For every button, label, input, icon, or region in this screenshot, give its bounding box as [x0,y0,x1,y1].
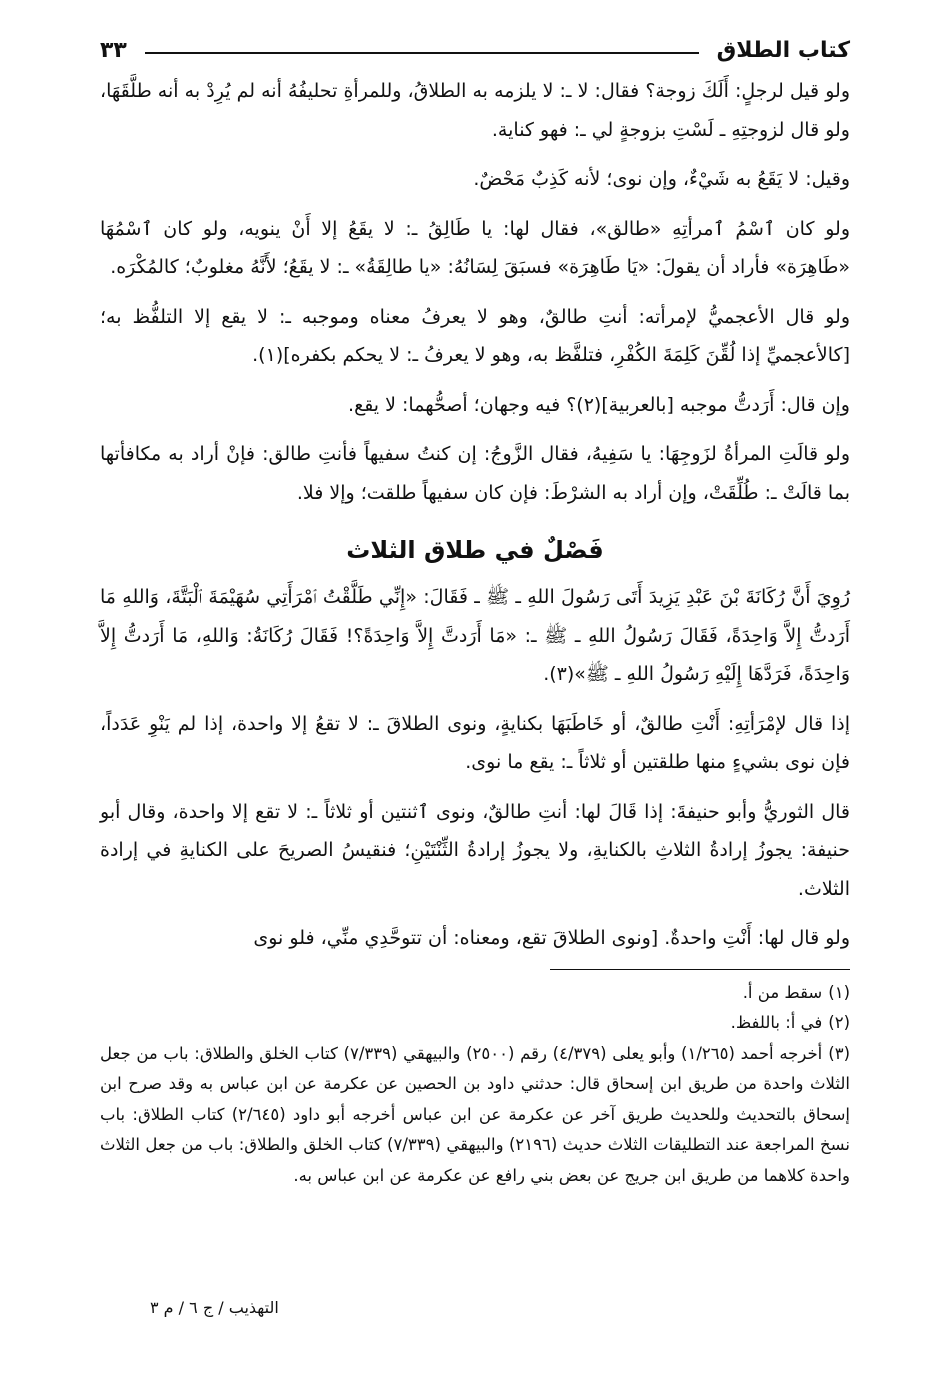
footnote-text: أخرجه أحمد (١/٢٦٥) وأبو يعلى (٤/٣٧٩) رقم (٢٥٠٠) والبيهقي (٧/٣٣٩) كتاب الخلق والطلاق: باب من جعل الثلاث واحدة من طريق ابن إسحاق قال: حدثني داود بن الحصين عن عكرمة عن ابن عباس به وقد صرح ابن إسحاق بالتحديث وللحديث طريق آخر عن عكرمة عن ابن عباس أخرجه أبو داود (٢/٦٤٥) كتاب الطلاق: باب نسخ المراجعة عند التطليقات الثلاث حديث (٢١٩٦) والبيهقي (٧/٣٣٩) كتاب الخلق والطلاق: باب من جعل الثلاث واحدة كلاهما من طريق ابن جريج عن بعض بني رافع عن عكرمة عن ابن عباس به. [100,1043,851,1185]
paragraph: وإن قال: أَرَدتُّ موجبه [بالعربية](٢)؟ فيه وجهان؛ أصحُّهما: لا يقع. [348,393,850,416]
book-chapter-title: كتاب الطلاق [716,37,850,63]
paragraph: ولو قيل لرجلٍ: أَلَكَ زوجة؟ فقال: لا ـ: لا يلزمه به الطلاقُ، وللمرأةِ تحليفُهُ أنه لم يُرِدْ به أنه طلَّقَهَا، ولو قال لزوجتِهِ ـ لَسْتِ بزوجةٍ لي ـ: فهو كناية. [100,80,850,141]
paragraph: قال الثوريُّ وأبو حنيفةَ: إذا قَالَ لها: أنتِ طالقٌ، ونوى ٱثنتين أو ثلاثاً ـ: لا تقع إلا واحدة، وقال أبو حنيفة: يجوزُ إرادةُ الثلاثِ بالكنايةِ، ولا يجوزُ إرادةُ الثِّنْتَيْنِ؛ فنقيسُ الصريحَ على الكنايةِ في إرادة الثلاث. [100,800,850,900]
running-header [100,28,850,72]
paragraph: وقيل: لا يَقَعُ به شَيْءٌ، وإن نوى؛ لأنه كَذِبٌ مَحْضٌ. [473,168,850,190]
main-text [100,72,850,958]
paragraph: إذا قال لإمْرَأتِهِ: أَنْتِ طالقٌ، أو خَاطَبَهَا بكنايةٍ، ونوى الطلاقَ ـ: لا تقعُ إلا واحدة، إذا لم يَنْوِ عَدَداً، فإن نوى بشيءٍ منها طلقتين أو ثلاثاً ـ: يقع ما نوى. [100,712,850,773]
paragraph: رُوِيَ أَنَّ رُكَانَةَ بْنَ عَبْدِ يَزِيدَ أَتَى رَسُولَ اللهِ ـ ﷺ ـ فَقَالَ: «إِنِّي طَلَّقْتُ ٱمْرَأَتِي سُهَيْمَةَ ٱلْبَتَّةَ، وَاللهِ مَا أَرَدتُّ إِلاَّ وَاحِدَةً، فَقَالَ رَسُولُ اللهِ ـ ﷺ ـ: «مَا أَرَدتَّ إِلاَّ وَاحِدَةً؟! فَقَالَ رُكَانَةُ: وَاللهِ، مَا أَرَدتُّ إِلاَّ وَاحِدَةً، فَرَدَّهَا إِلَيْهِ رَسُولُ اللهِ ـ ﷺ»(٣). [100,586,850,685]
footnote-text: في أ: باللفظ. [730,1013,823,1032]
footnote-mark: (٣) [828,1043,851,1063]
footnotes [100,978,850,1192]
paragraph: ولو قال لها: أَنْتِ واحدةٌ. [ونوى الطلاقَ تقع، ومعناه: أن تتوحَّدِي منِّي، فلو نوى [253,927,850,949]
header-rule [145,52,699,54]
page-number: ٣٣ [100,37,127,63]
footnote [100,978,850,1009]
paragraph: ولو قال الأعجميُّ لإمرأته: أنتِ طالقٌ، وهو لا يعرفُ معناه وموجبه ـ: لا يقع إلا التلفُّظ به؛ [كالأعجميِّ إذا لُقِّنَ كَلِمَةَ الكُفْرِ، فتلفَّظ به، وهو لا يعرفُ ـ: لا يحكم بكفره](١). [100,305,850,366]
footnote-mark: (١) [828,982,850,1002]
section-heading: فَصْلٌ في طلاق الثلاث [346,536,604,564]
footnote-separator [550,969,850,970]
paragraph: ولو كان ٱسْمُ ٱمرأتِهِ «طالق»، فقال لها: يا طَالِقُ ـ: لا يقَعُ إلا أَنْ ينويه، ولو كان ٱسْمُهَا «طَاهِرَة» فأراد أن يقولَ: «يَا طَاهِرَة» فسبَقَ لِسَانُهُ: «يا طالِقَةُ» ـ: لا يقَعُ؛ لأَنَّهُ مغلوبٌ؛ كالمُكْرَه. [100,217,850,278]
footnote-mark: (٢) [828,1013,850,1032]
printer-signature: التهذيب / ج ٦ / م ٣ [150,1298,279,1317]
footnote [100,1039,850,1192]
paragraph: ولو قالَتِ المرأةُ لزَوجِهَا: يا سَفِيهُ، فقال الزَّوجُ: إن كنتُ سفيهاً فأنتِ طالق: فإنْ أراد به مكافأتها بما قالَتْ ـ: طُلِّقَتْ، وإن أراد به الشرْطَ: فإن كان سفيهاً طلقت؛ وإلا فلا. [100,443,850,504]
footnote-text: سقط من أ. [742,982,823,1002]
footnote [100,1008,850,1039]
